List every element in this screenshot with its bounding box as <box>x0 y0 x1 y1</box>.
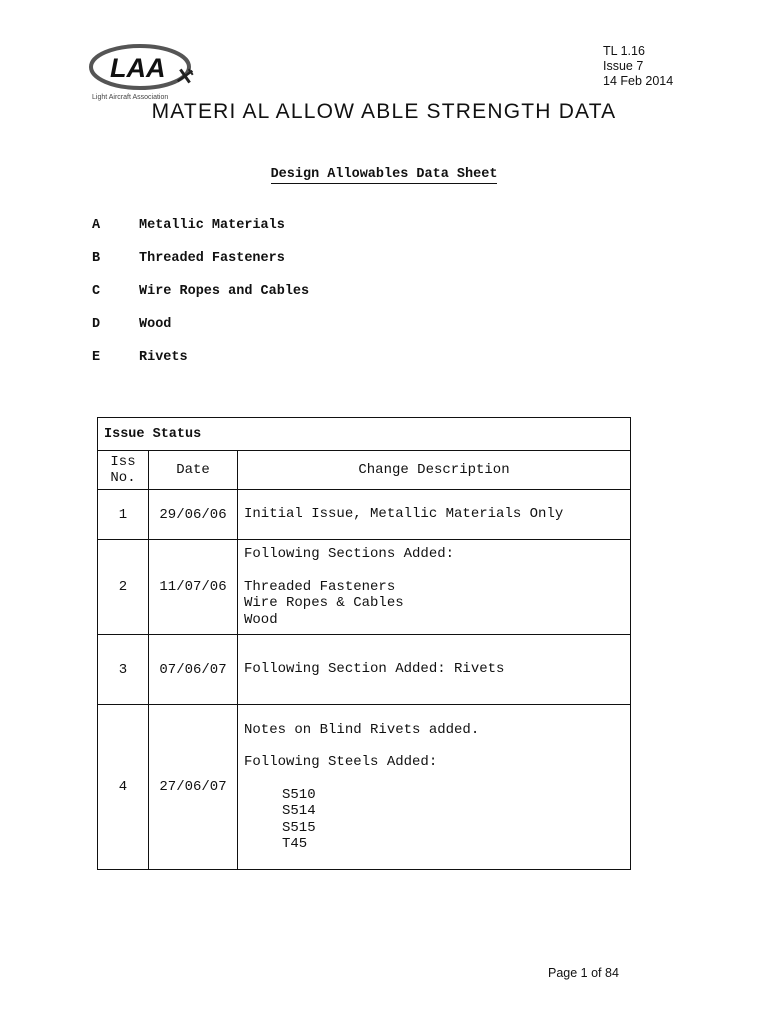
section-letter: E <box>92 350 101 365</box>
page-title: MATERI AL ALLOW ABLE STRENGTH DATA <box>151 100 617 123</box>
change-description <box>238 635 631 705</box>
laa-logo-graphic <box>88 42 200 102</box>
section-label: Rivets <box>139 350 188 365</box>
steel-item: S515 <box>282 819 316 836</box>
section-label: Metallic Materials <box>139 218 285 233</box>
description-spacer <box>244 738 630 754</box>
section-label: Threaded Fasteners <box>139 251 285 266</box>
description-line: Threaded Fasteners <box>244 578 396 595</box>
section-label: Wood <box>139 317 172 332</box>
issue-date: 29/06/06 <box>149 490 238 540</box>
steel-item: T45 <box>282 836 308 852</box>
issue-number: 4 <box>98 705 149 870</box>
description-spacer <box>244 771 630 787</box>
change-description <box>238 540 631 635</box>
section-letter: C <box>92 284 101 299</box>
column-header-date: Date <box>149 451 238 490</box>
description-line: Initial Issue, Metallic Materials Only <box>244 506 564 523</box>
section-letter: B <box>92 251 101 266</box>
logo-text: LAA <box>110 53 166 83</box>
section-letter: A <box>92 218 101 233</box>
issue-number: 1 <box>98 490 149 540</box>
description-line: Notes on Blind Rivets added. <box>244 721 480 738</box>
subtitle-text: Design Allowables Data Sheet <box>270 167 498 182</box>
section-item <box>92 251 285 266</box>
issue-status-table <box>97 417 631 870</box>
table-title-row <box>98 418 631 451</box>
steel-item: S514 <box>282 803 316 819</box>
doc-number: TL 1.16 <box>603 44 645 58</box>
section-item <box>92 218 285 233</box>
column-header-change: Change Description <box>238 451 631 490</box>
doc-issue: Issue 7 <box>603 59 644 73</box>
section-item <box>92 317 171 332</box>
column-header-issue-no <box>98 451 149 490</box>
page-number: Page 1 of 84 <box>548 966 619 980</box>
column-header-issue-line2: No. <box>110 470 136 486</box>
section-item <box>92 284 309 299</box>
issue-date: 27/06/07 <box>149 705 238 870</box>
laa-logo <box>88 42 200 102</box>
change-description <box>238 490 631 540</box>
description-spacer <box>244 563 630 579</box>
table-row <box>98 540 631 635</box>
document-reference <box>603 44 673 89</box>
logo-subtext: Light Aircraft Association <box>92 94 169 101</box>
table-row <box>98 635 631 705</box>
page-subtitle <box>0 167 768 182</box>
change-description <box>238 705 631 870</box>
issue-number: 2 <box>98 540 149 635</box>
description-line: Following Sections Added: <box>244 546 455 562</box>
section-letter: D <box>92 317 101 332</box>
section-label: Wire Ropes and Cables <box>139 284 310 299</box>
description-line: Wood <box>244 611 278 628</box>
table-row <box>98 490 631 540</box>
issue-number: 3 <box>98 635 149 705</box>
description-line: Wire Ropes & Cables <box>244 595 404 611</box>
table-title: Issue Status <box>98 418 631 451</box>
table-row <box>98 705 631 870</box>
issue-date: 07/06/07 <box>149 635 238 705</box>
column-header-issue-line1: Iss <box>110 454 136 470</box>
description-line: Following Steels Added: <box>244 754 438 770</box>
issue-date: 11/07/06 <box>149 540 238 635</box>
steel-item: S510 <box>282 786 316 803</box>
doc-date: 14 Feb 2014 <box>603 74 674 88</box>
description-line: Following Section Added: Rivets <box>244 661 505 678</box>
table-header-row <box>98 451 631 490</box>
section-item <box>92 350 188 365</box>
